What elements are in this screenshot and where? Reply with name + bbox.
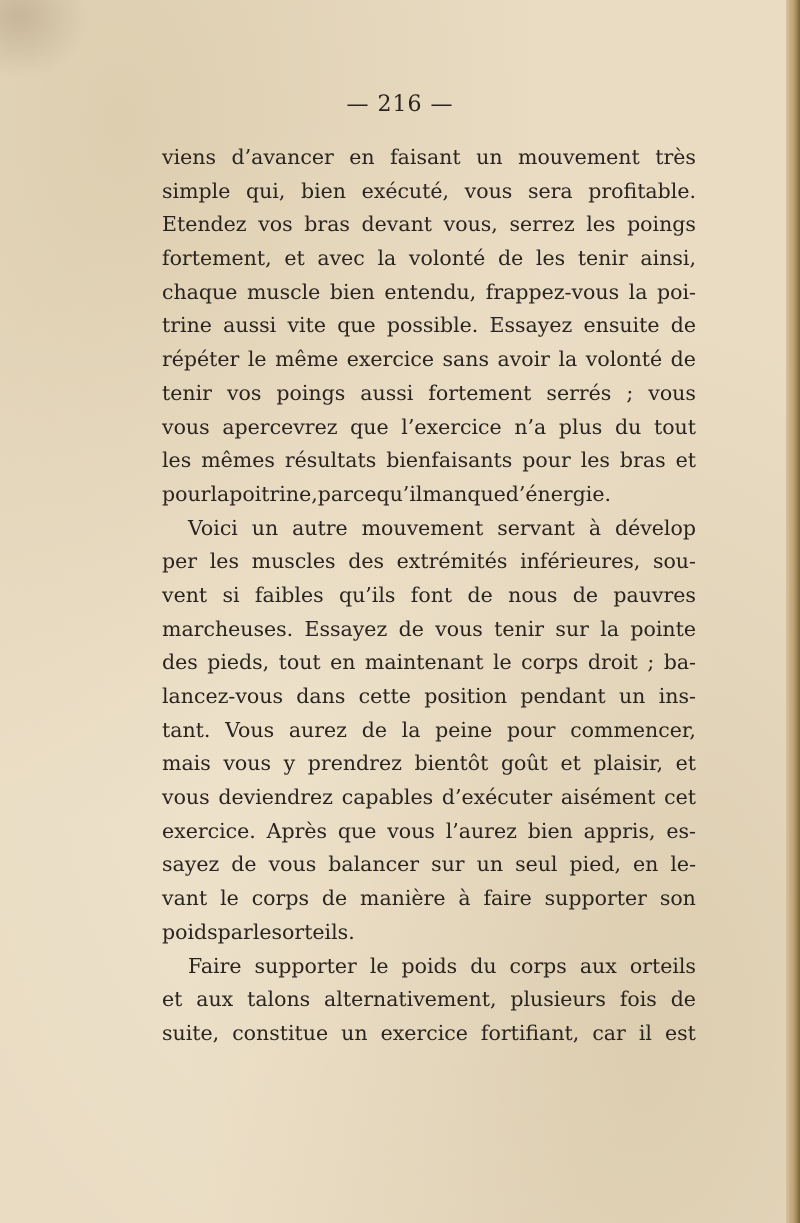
word: l’aurez (445, 818, 517, 843)
word: Essayez (304, 616, 388, 641)
word: un (476, 145, 503, 169)
word: que (337, 313, 376, 338)
word: sans (442, 347, 489, 372)
word: cet (664, 785, 696, 810)
word: profitable. (588, 178, 696, 203)
word: de (398, 616, 424, 641)
word: et (560, 751, 581, 776)
word: la (401, 717, 421, 742)
word: ensuite (583, 313, 660, 338)
word: mêmes (201, 448, 275, 473)
word: fortement (428, 380, 532, 405)
word: sur (555, 616, 589, 641)
word: bien (329, 279, 375, 304)
word: vant (162, 886, 208, 911)
word: fortifiant, (480, 1020, 580, 1045)
word: autre (292, 515, 348, 540)
word: des (162, 650, 198, 675)
word: muscle (246, 279, 321, 304)
word: simple (162, 178, 231, 203)
word: servant (497, 515, 575, 540)
word: extrémités (396, 549, 508, 574)
word: si (222, 582, 240, 607)
word: ainsi, (640, 246, 696, 271)
word: en (330, 650, 356, 675)
word: manière (360, 886, 446, 911)
word: Après (266, 818, 328, 843)
word: marcheuses. (162, 616, 294, 641)
word: le (492, 650, 512, 675)
word: avec (317, 246, 365, 271)
word: car (592, 1020, 626, 1045)
word: per (162, 549, 198, 574)
word: exécuté, (361, 178, 450, 203)
text-line (162, 815, 696, 849)
word: vous (387, 818, 435, 843)
text-line (162, 646, 696, 680)
text-line (162, 444, 696, 478)
word: l’exercice (401, 414, 502, 439)
word: mouvement (361, 515, 484, 540)
word: résultats (284, 448, 377, 473)
word: tenir (577, 246, 628, 271)
word: corps (509, 953, 567, 978)
word: qu’ils (338, 582, 396, 607)
word: goût (500, 751, 548, 776)
word: possible. (386, 313, 479, 338)
word: sayez (162, 852, 220, 877)
word: devant (361, 212, 433, 237)
word: sou- (652, 549, 696, 574)
word: de (670, 347, 696, 372)
word: pour (162, 481, 211, 506)
word: un (341, 1020, 368, 1045)
word: bien (527, 818, 573, 843)
word: à (458, 886, 471, 911)
word: plus (558, 414, 603, 439)
word: faibles (254, 582, 324, 607)
word: orteils. (282, 919, 355, 944)
word: aussi (223, 313, 277, 338)
word: inférieures, (520, 549, 641, 574)
word: maintenant (364, 650, 484, 675)
word: poids (162, 919, 218, 944)
word: d’énergie. (505, 481, 612, 506)
word: volonté (408, 246, 486, 271)
word: même (275, 347, 339, 372)
text-line (162, 916, 696, 950)
text-line (162, 781, 696, 815)
text-line (162, 1017, 696, 1051)
word: n’a (514, 414, 547, 439)
word: deviendrez (218, 785, 333, 810)
word: entendu, (384, 279, 477, 304)
word: suite, (162, 1020, 220, 1045)
word: de (361, 717, 387, 742)
text-line (162, 377, 696, 411)
word: la (558, 347, 578, 372)
word: corps (521, 650, 579, 675)
word: que (350, 414, 389, 439)
word: de (670, 987, 696, 1012)
word: apercevrez (222, 414, 338, 439)
word: ; (626, 380, 634, 405)
word: d’exécuter (441, 785, 553, 810)
word: du (614, 414, 642, 439)
word: supporter (544, 886, 647, 911)
word: la (600, 616, 620, 641)
word: lancez-vous (162, 684, 283, 708)
text-line (162, 848, 696, 882)
word: par (217, 919, 253, 944)
word: il (638, 1020, 652, 1045)
word: de (572, 582, 599, 607)
word: serrés (546, 380, 612, 405)
word: et (675, 751, 696, 776)
word: pour (522, 448, 571, 473)
word: la (210, 481, 230, 506)
text-line (162, 309, 696, 343)
word: tenir (494, 616, 545, 641)
text-line (162, 208, 696, 242)
word: un (618, 684, 646, 708)
word: exercice. (162, 818, 256, 843)
word: talons (247, 987, 311, 1012)
text-line (162, 512, 696, 546)
word: pauvres (613, 582, 696, 607)
word: chaque (162, 279, 238, 304)
word: le (220, 886, 239, 911)
word: alternativement, (324, 987, 497, 1012)
page-number: — 216 — (346, 92, 454, 117)
word: manque (422, 481, 506, 506)
word: corps (251, 886, 309, 911)
word: balancer (328, 852, 420, 877)
word: la (628, 279, 648, 304)
text-line (162, 680, 696, 714)
word: et (162, 987, 183, 1012)
text-line (162, 276, 696, 310)
word: commencer, (570, 717, 696, 742)
word: qui, (245, 178, 286, 203)
text-line (162, 175, 696, 209)
word: les (586, 212, 616, 237)
word: tenir (162, 380, 212, 405)
word: tout (653, 414, 696, 439)
word: y (283, 751, 296, 776)
word: dans (296, 684, 346, 708)
word: pieds, (207, 650, 270, 675)
text-line (162, 882, 696, 916)
word: le (247, 347, 267, 372)
word: frappez-vous (485, 279, 620, 304)
word: exercice (346, 347, 434, 372)
word: vous (464, 178, 513, 203)
word: bientôt (414, 751, 489, 776)
word: seul (515, 852, 558, 877)
word: fortement, (162, 246, 272, 271)
word: cette (358, 684, 411, 708)
text-line (162, 950, 696, 984)
word: poids (401, 953, 458, 978)
word: que (337, 818, 377, 843)
word: exercice (380, 1020, 468, 1045)
word: pendant (520, 684, 606, 708)
word: poings (627, 212, 696, 237)
text-line (162, 478, 696, 512)
word: droit (587, 650, 638, 675)
page-edge (786, 0, 800, 1223)
word: fois (619, 987, 657, 1012)
word: de (321, 886, 348, 911)
word: bras (304, 212, 350, 237)
word: orteils (629, 953, 696, 978)
word: vous (648, 380, 696, 405)
text-line (162, 613, 696, 647)
word: bras (619, 448, 666, 473)
text-line (162, 343, 696, 377)
word: ins- (658, 684, 696, 708)
word: constitue (232, 1020, 329, 1045)
word: d’avancer (231, 145, 334, 169)
word: en (633, 852, 659, 877)
word: aux (579, 953, 617, 978)
word: des (348, 549, 384, 574)
word: et (284, 246, 305, 271)
word: de (497, 246, 524, 271)
word: vent (162, 582, 208, 607)
word: très (655, 145, 696, 169)
word: bienfaisants (386, 448, 513, 473)
word: faire (483, 886, 532, 911)
word: répéter (162, 347, 240, 372)
text-line (162, 714, 696, 748)
word: es- (666, 818, 696, 843)
text-line (162, 983, 696, 1017)
word: la (377, 246, 397, 271)
word: du (470, 953, 497, 978)
word: Voici (188, 515, 238, 540)
word: position (424, 684, 508, 708)
body-text (162, 141, 696, 1051)
word: Essayez (489, 313, 573, 338)
paper-stain (0, 0, 90, 80)
word: plusieurs (510, 987, 606, 1012)
word: vous (435, 616, 483, 641)
word: son (659, 886, 696, 911)
word: supporter (254, 953, 357, 978)
word: plaisir, (593, 751, 664, 776)
word: capables (341, 785, 434, 810)
word: Vous (225, 717, 275, 742)
word: tant. (162, 717, 211, 742)
word: et (675, 448, 696, 473)
word: mais (162, 751, 211, 776)
word: prendrez (307, 751, 402, 776)
word: poi- (657, 279, 696, 304)
word: vite (287, 313, 326, 338)
word: les (162, 448, 192, 473)
word: parce (317, 481, 377, 506)
word: vous (268, 852, 317, 877)
word: vos (226, 380, 262, 405)
word: les (580, 448, 610, 473)
word: les (209, 549, 239, 574)
word: qu’il (376, 481, 423, 506)
word: appris, (583, 818, 656, 843)
word: viens (162, 145, 216, 169)
word: de (670, 313, 696, 338)
text-line (162, 579, 696, 613)
word: pour (507, 717, 556, 742)
word: poitrine, (229, 481, 318, 506)
text-line (162, 141, 696, 175)
word: pointe (630, 616, 696, 641)
word: aisément (560, 785, 656, 810)
word: les (252, 919, 283, 944)
text-line (162, 545, 696, 579)
word: serrez (509, 212, 575, 237)
word: aux (196, 987, 234, 1012)
word: un (476, 852, 504, 877)
word: aurez (288, 717, 347, 742)
word: nous (508, 582, 558, 607)
word: ba- (663, 650, 696, 675)
text-line (162, 411, 696, 445)
word: faisant (390, 145, 461, 169)
word: Etendez (162, 212, 247, 237)
word: muscles (251, 549, 336, 574)
text-line (162, 747, 696, 781)
word: peine (435, 717, 493, 742)
word: sur (431, 852, 465, 877)
word: vous (162, 414, 210, 439)
word: un (251, 515, 279, 540)
word: bien (300, 178, 346, 203)
word: poings (276, 380, 346, 405)
word: vous (223, 751, 271, 776)
word: vos (258, 212, 293, 237)
word: avoir (497, 347, 550, 372)
word: ; (647, 650, 655, 675)
word: trine (162, 313, 212, 338)
word: mouvement (518, 145, 640, 169)
word: de (467, 582, 493, 607)
word: vous (162, 785, 210, 810)
word: est (665, 1020, 696, 1045)
word: les (535, 246, 566, 271)
word: dévelop (614, 515, 696, 540)
word: pied, (569, 852, 621, 877)
word: aussi (360, 380, 414, 405)
word: à (588, 515, 602, 540)
word: le (369, 953, 389, 978)
text-line (162, 242, 696, 276)
word: Faire (188, 953, 242, 978)
word: font (410, 582, 453, 607)
word: en (349, 145, 375, 169)
word: sera (527, 178, 573, 203)
word: tout (278, 650, 321, 675)
word: de (231, 852, 257, 877)
word: le- (670, 852, 696, 877)
word: vous, (443, 212, 498, 237)
word: volonté (585, 347, 663, 372)
